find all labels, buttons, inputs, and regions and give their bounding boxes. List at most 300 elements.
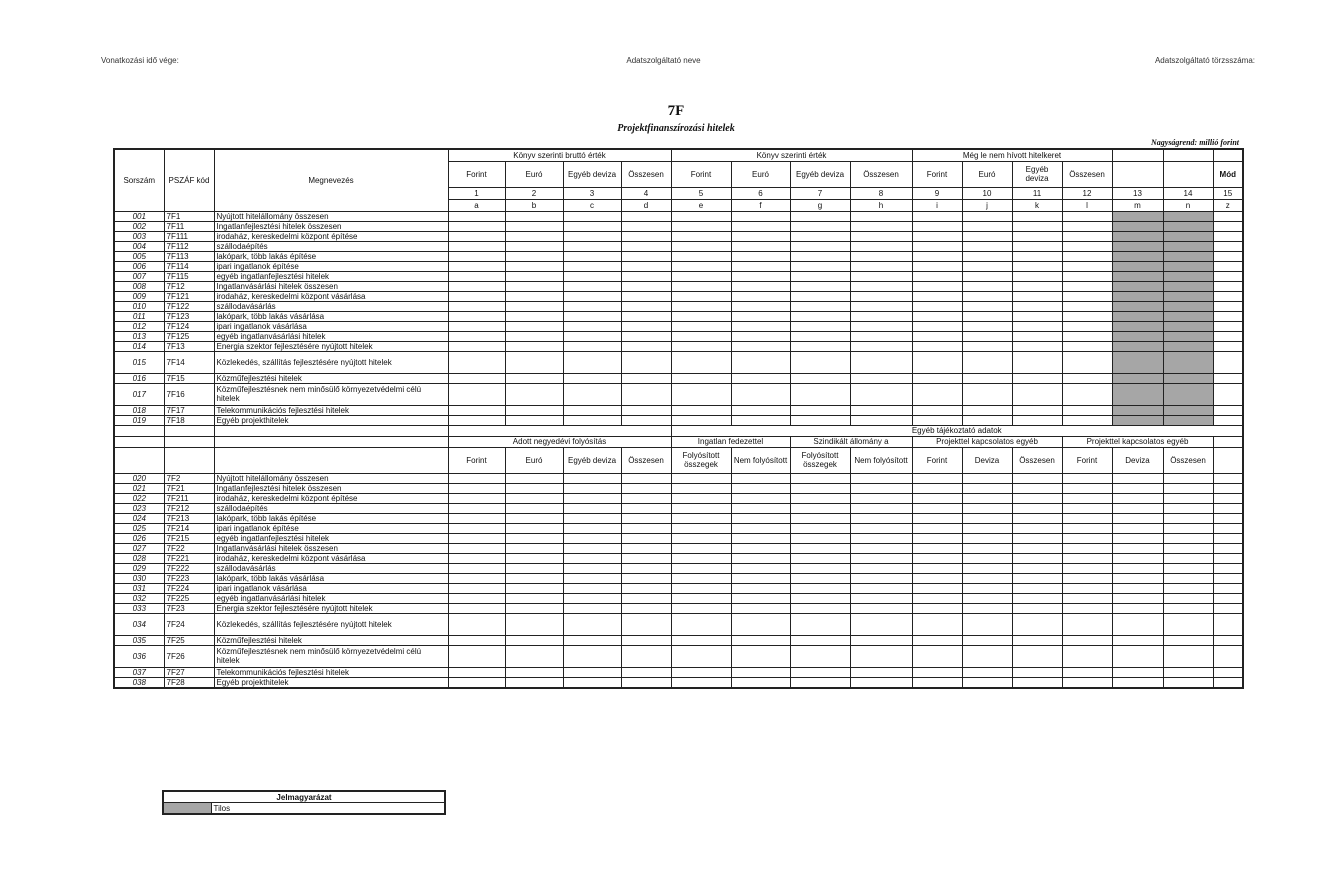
input-cell[interactable] bbox=[563, 261, 621, 271]
input-cell[interactable] bbox=[505, 241, 563, 251]
input-cell[interactable] bbox=[1213, 677, 1243, 688]
input-cell[interactable] bbox=[1012, 231, 1062, 241]
input-cell[interactable] bbox=[962, 291, 1012, 301]
input-cell[interactable] bbox=[962, 405, 1012, 415]
input-cell[interactable] bbox=[1012, 241, 1062, 251]
input-cell[interactable] bbox=[850, 321, 912, 331]
input-cell[interactable] bbox=[912, 523, 962, 533]
input-cell[interactable] bbox=[505, 667, 563, 677]
input-cell[interactable] bbox=[1112, 593, 1163, 603]
input-cell[interactable] bbox=[850, 301, 912, 311]
input-cell[interactable] bbox=[850, 231, 912, 241]
input-cell[interactable] bbox=[505, 543, 563, 553]
input-cell[interactable] bbox=[731, 553, 790, 563]
input-cell[interactable] bbox=[790, 321, 850, 331]
input-cell[interactable] bbox=[962, 667, 1012, 677]
input-cell[interactable] bbox=[1012, 533, 1062, 543]
input-cell[interactable] bbox=[1163, 563, 1213, 573]
input-cell[interactable] bbox=[1213, 231, 1243, 241]
input-cell[interactable] bbox=[1062, 211, 1112, 221]
input-cell[interactable] bbox=[563, 613, 621, 635]
input-cell[interactable] bbox=[563, 383, 621, 405]
input-cell[interactable] bbox=[962, 603, 1012, 613]
input-cell[interactable] bbox=[1012, 553, 1062, 563]
input-cell[interactable] bbox=[850, 211, 912, 221]
input-cell[interactable] bbox=[621, 251, 671, 261]
input-cell[interactable] bbox=[850, 383, 912, 405]
input-cell[interactable] bbox=[850, 483, 912, 493]
input-cell[interactable] bbox=[731, 473, 790, 483]
input-cell[interactable] bbox=[1213, 405, 1243, 415]
input-cell[interactable] bbox=[563, 405, 621, 415]
input-cell[interactable] bbox=[448, 301, 505, 311]
input-cell[interactable] bbox=[962, 635, 1012, 645]
input-cell[interactable] bbox=[850, 583, 912, 593]
input-cell[interactable] bbox=[1112, 563, 1163, 573]
input-cell[interactable] bbox=[671, 533, 731, 543]
input-cell[interactable] bbox=[912, 221, 962, 231]
input-cell[interactable] bbox=[912, 211, 962, 221]
input-cell[interactable] bbox=[1012, 351, 1062, 373]
input-cell[interactable] bbox=[563, 573, 621, 583]
input-cell[interactable] bbox=[790, 667, 850, 677]
input-cell[interactable] bbox=[962, 321, 1012, 331]
input-cell[interactable] bbox=[1163, 583, 1213, 593]
input-cell[interactable] bbox=[850, 241, 912, 251]
input-cell[interactable] bbox=[505, 383, 563, 405]
input-cell[interactable] bbox=[1112, 533, 1163, 543]
input-cell[interactable] bbox=[1213, 291, 1243, 301]
input-cell[interactable] bbox=[671, 583, 731, 593]
input-cell[interactable] bbox=[448, 311, 505, 321]
input-cell[interactable] bbox=[912, 543, 962, 553]
input-cell[interactable] bbox=[790, 281, 850, 291]
input-cell[interactable] bbox=[505, 271, 563, 281]
input-cell[interactable] bbox=[1213, 373, 1243, 383]
input-cell[interactable] bbox=[671, 221, 731, 231]
input-cell[interactable] bbox=[912, 373, 962, 383]
input-cell[interactable] bbox=[671, 331, 731, 341]
input-cell[interactable] bbox=[448, 241, 505, 251]
input-cell[interactable] bbox=[671, 473, 731, 483]
input-cell[interactable] bbox=[912, 341, 962, 351]
input-cell[interactable] bbox=[505, 613, 563, 635]
input-cell[interactable] bbox=[448, 573, 505, 583]
input-cell[interactable] bbox=[505, 221, 563, 231]
input-cell[interactable] bbox=[731, 503, 790, 513]
input-cell[interactable] bbox=[448, 677, 505, 688]
input-cell[interactable] bbox=[505, 573, 563, 583]
input-cell[interactable] bbox=[1012, 321, 1062, 331]
input-cell[interactable] bbox=[621, 231, 671, 241]
input-cell[interactable] bbox=[448, 603, 505, 613]
input-cell[interactable] bbox=[1112, 513, 1163, 523]
input-cell[interactable] bbox=[912, 667, 962, 677]
input-cell[interactable] bbox=[850, 281, 912, 291]
input-cell[interactable] bbox=[671, 231, 731, 241]
input-cell[interactable] bbox=[850, 593, 912, 603]
input-cell[interactable] bbox=[448, 473, 505, 483]
input-cell[interactable] bbox=[1062, 533, 1112, 543]
input-cell[interactable] bbox=[1012, 543, 1062, 553]
input-cell[interactable] bbox=[912, 593, 962, 603]
input-cell[interactable] bbox=[731, 221, 790, 231]
input-cell[interactable] bbox=[790, 503, 850, 513]
input-cell[interactable] bbox=[1213, 331, 1243, 341]
input-cell[interactable] bbox=[1112, 523, 1163, 533]
input-cell[interactable] bbox=[621, 645, 671, 667]
input-cell[interactable] bbox=[731, 603, 790, 613]
input-cell[interactable] bbox=[962, 573, 1012, 583]
input-cell[interactable] bbox=[1213, 351, 1243, 373]
input-cell[interactable] bbox=[671, 251, 731, 261]
input-cell[interactable] bbox=[912, 573, 962, 583]
input-cell[interactable] bbox=[731, 563, 790, 573]
input-cell[interactable] bbox=[621, 573, 671, 583]
input-cell[interactable] bbox=[621, 373, 671, 383]
input-cell[interactable] bbox=[671, 415, 731, 425]
input-cell[interactable] bbox=[671, 667, 731, 677]
input-cell[interactable] bbox=[1062, 321, 1112, 331]
input-cell[interactable] bbox=[1213, 503, 1243, 513]
input-cell[interactable] bbox=[1012, 523, 1062, 533]
input-cell[interactable] bbox=[563, 311, 621, 321]
input-cell[interactable] bbox=[850, 645, 912, 667]
input-cell[interactable] bbox=[1163, 513, 1213, 523]
input-cell[interactable] bbox=[962, 645, 1012, 667]
input-cell[interactable] bbox=[790, 613, 850, 635]
input-cell[interactable] bbox=[448, 533, 505, 543]
input-cell[interactable] bbox=[1062, 613, 1112, 635]
input-cell[interactable] bbox=[912, 261, 962, 271]
input-cell[interactable] bbox=[505, 593, 563, 603]
input-cell[interactable] bbox=[621, 271, 671, 281]
input-cell[interactable] bbox=[563, 583, 621, 593]
input-cell[interactable] bbox=[1062, 221, 1112, 231]
input-cell[interactable] bbox=[448, 373, 505, 383]
input-cell[interactable] bbox=[563, 593, 621, 603]
input-cell[interactable] bbox=[790, 415, 850, 425]
input-cell[interactable] bbox=[1213, 635, 1243, 645]
input-cell[interactable] bbox=[962, 241, 1012, 251]
input-cell[interactable] bbox=[731, 211, 790, 221]
input-cell[interactable] bbox=[731, 513, 790, 523]
input-cell[interactable] bbox=[1163, 483, 1213, 493]
input-cell[interactable] bbox=[912, 603, 962, 613]
input-cell[interactable] bbox=[790, 221, 850, 231]
input-cell[interactable] bbox=[563, 271, 621, 281]
input-cell[interactable] bbox=[731, 251, 790, 261]
input-cell[interactable] bbox=[1012, 593, 1062, 603]
input-cell[interactable] bbox=[912, 383, 962, 405]
input-cell[interactable] bbox=[1062, 563, 1112, 573]
input-cell[interactable] bbox=[962, 271, 1012, 281]
input-cell[interactable] bbox=[850, 635, 912, 645]
input-cell[interactable] bbox=[912, 613, 962, 635]
input-cell[interactable] bbox=[671, 241, 731, 251]
input-cell[interactable] bbox=[448, 321, 505, 331]
input-cell[interactable] bbox=[790, 331, 850, 341]
input-cell[interactable] bbox=[563, 523, 621, 533]
input-cell[interactable] bbox=[790, 645, 850, 667]
input-cell[interactable] bbox=[1213, 341, 1243, 351]
input-cell[interactable] bbox=[1012, 301, 1062, 311]
input-cell[interactable] bbox=[1163, 593, 1213, 603]
input-cell[interactable] bbox=[671, 291, 731, 301]
input-cell[interactable] bbox=[1213, 251, 1243, 261]
input-cell[interactable] bbox=[1062, 667, 1112, 677]
input-cell[interactable] bbox=[1012, 603, 1062, 613]
input-cell[interactable] bbox=[962, 613, 1012, 635]
input-cell[interactable] bbox=[731, 261, 790, 271]
input-cell[interactable] bbox=[731, 543, 790, 553]
input-cell[interactable] bbox=[505, 635, 563, 645]
input-cell[interactable] bbox=[790, 553, 850, 563]
input-cell[interactable] bbox=[505, 493, 563, 503]
input-cell[interactable] bbox=[671, 311, 731, 321]
input-cell[interactable] bbox=[962, 351, 1012, 373]
input-cell[interactable] bbox=[1213, 563, 1243, 573]
input-cell[interactable] bbox=[1062, 261, 1112, 271]
input-cell[interactable] bbox=[563, 563, 621, 573]
input-cell[interactable] bbox=[912, 563, 962, 573]
input-cell[interactable] bbox=[563, 281, 621, 291]
input-cell[interactable] bbox=[850, 543, 912, 553]
input-cell[interactable] bbox=[1112, 635, 1163, 645]
input-cell[interactable] bbox=[448, 261, 505, 271]
input-cell[interactable] bbox=[671, 383, 731, 405]
input-cell[interactable] bbox=[671, 301, 731, 311]
input-cell[interactable] bbox=[790, 383, 850, 405]
input-cell[interactable] bbox=[790, 373, 850, 383]
input-cell[interactable] bbox=[962, 331, 1012, 341]
input-cell[interactable] bbox=[1062, 251, 1112, 261]
input-cell[interactable] bbox=[505, 473, 563, 483]
input-cell[interactable] bbox=[731, 271, 790, 281]
input-cell[interactable] bbox=[790, 211, 850, 221]
input-cell[interactable] bbox=[912, 241, 962, 251]
input-cell[interactable] bbox=[962, 473, 1012, 483]
input-cell[interactable] bbox=[790, 677, 850, 688]
input-cell[interactable] bbox=[1062, 405, 1112, 415]
input-cell[interactable] bbox=[1213, 523, 1243, 533]
input-cell[interactable] bbox=[850, 251, 912, 261]
input-cell[interactable] bbox=[1213, 645, 1243, 667]
input-cell[interactable] bbox=[850, 373, 912, 383]
input-cell[interactable] bbox=[731, 523, 790, 533]
input-cell[interactable] bbox=[1012, 667, 1062, 677]
input-cell[interactable] bbox=[790, 593, 850, 603]
input-cell[interactable] bbox=[563, 373, 621, 383]
input-cell[interactable] bbox=[962, 553, 1012, 563]
input-cell[interactable] bbox=[563, 321, 621, 331]
input-cell[interactable] bbox=[962, 523, 1012, 533]
input-cell[interactable] bbox=[1213, 321, 1243, 331]
input-cell[interactable] bbox=[1213, 221, 1243, 231]
input-cell[interactable] bbox=[621, 301, 671, 311]
input-cell[interactable] bbox=[1112, 553, 1163, 563]
input-cell[interactable] bbox=[448, 251, 505, 261]
input-cell[interactable] bbox=[731, 281, 790, 291]
input-cell[interactable] bbox=[1112, 677, 1163, 688]
input-cell[interactable] bbox=[505, 503, 563, 513]
input-cell[interactable] bbox=[448, 503, 505, 513]
input-cell[interactable] bbox=[448, 583, 505, 593]
input-cell[interactable] bbox=[563, 635, 621, 645]
input-cell[interactable] bbox=[621, 677, 671, 688]
input-cell[interactable] bbox=[621, 603, 671, 613]
input-cell[interactable] bbox=[1062, 513, 1112, 523]
input-cell[interactable] bbox=[621, 291, 671, 301]
input-cell[interactable] bbox=[563, 493, 621, 503]
input-cell[interactable] bbox=[448, 553, 505, 563]
input-cell[interactable] bbox=[1062, 523, 1112, 533]
input-cell[interactable] bbox=[790, 493, 850, 503]
input-cell[interactable] bbox=[1062, 373, 1112, 383]
input-cell[interactable] bbox=[962, 533, 1012, 543]
input-cell[interactable] bbox=[790, 311, 850, 321]
input-cell[interactable] bbox=[621, 261, 671, 271]
input-cell[interactable] bbox=[962, 383, 1012, 405]
input-cell[interactable] bbox=[671, 573, 731, 583]
input-cell[interactable] bbox=[563, 543, 621, 553]
input-cell[interactable] bbox=[1012, 635, 1062, 645]
input-cell[interactable] bbox=[731, 351, 790, 373]
input-cell[interactable] bbox=[962, 513, 1012, 523]
input-cell[interactable] bbox=[790, 261, 850, 271]
input-cell[interactable] bbox=[1012, 415, 1062, 425]
input-cell[interactable] bbox=[912, 271, 962, 281]
input-cell[interactable] bbox=[1062, 383, 1112, 405]
input-cell[interactable] bbox=[448, 543, 505, 553]
input-cell[interactable] bbox=[850, 523, 912, 533]
input-cell[interactable] bbox=[505, 553, 563, 563]
input-cell[interactable] bbox=[790, 635, 850, 645]
input-cell[interactable] bbox=[1163, 613, 1213, 635]
input-cell[interactable] bbox=[1213, 573, 1243, 583]
input-cell[interactable] bbox=[671, 613, 731, 635]
input-cell[interactable] bbox=[962, 583, 1012, 593]
input-cell[interactable] bbox=[731, 231, 790, 241]
input-cell[interactable] bbox=[671, 503, 731, 513]
input-cell[interactable] bbox=[962, 281, 1012, 291]
input-cell[interactable] bbox=[731, 301, 790, 311]
input-cell[interactable] bbox=[448, 211, 505, 221]
input-cell[interactable] bbox=[621, 543, 671, 553]
input-cell[interactable] bbox=[505, 281, 563, 291]
input-cell[interactable] bbox=[790, 473, 850, 483]
input-cell[interactable] bbox=[1062, 281, 1112, 291]
input-cell[interactable] bbox=[1163, 473, 1213, 483]
input-cell[interactable] bbox=[731, 613, 790, 635]
input-cell[interactable] bbox=[671, 483, 731, 493]
input-cell[interactable] bbox=[1213, 613, 1243, 635]
input-cell[interactable] bbox=[563, 291, 621, 301]
input-cell[interactable] bbox=[621, 241, 671, 251]
input-cell[interactable] bbox=[1012, 493, 1062, 503]
input-cell[interactable] bbox=[621, 553, 671, 563]
input-cell[interactable] bbox=[790, 301, 850, 311]
input-cell[interactable] bbox=[912, 331, 962, 341]
input-cell[interactable] bbox=[563, 473, 621, 483]
input-cell[interactable] bbox=[962, 415, 1012, 425]
input-cell[interactable] bbox=[962, 563, 1012, 573]
input-cell[interactable] bbox=[621, 415, 671, 425]
input-cell[interactable] bbox=[850, 667, 912, 677]
input-cell[interactable] bbox=[671, 603, 731, 613]
input-cell[interactable] bbox=[731, 291, 790, 301]
input-cell[interactable] bbox=[912, 483, 962, 493]
input-cell[interactable] bbox=[731, 331, 790, 341]
input-cell[interactable] bbox=[1163, 645, 1213, 667]
input-cell[interactable] bbox=[731, 583, 790, 593]
input-cell[interactable] bbox=[912, 251, 962, 261]
input-cell[interactable] bbox=[731, 573, 790, 583]
input-cell[interactable] bbox=[1213, 483, 1243, 493]
input-cell[interactable] bbox=[505, 513, 563, 523]
input-cell[interactable] bbox=[671, 635, 731, 645]
input-cell[interactable] bbox=[1163, 493, 1213, 503]
input-cell[interactable] bbox=[790, 603, 850, 613]
input-cell[interactable] bbox=[448, 281, 505, 291]
input-cell[interactable] bbox=[1012, 221, 1062, 231]
input-cell[interactable] bbox=[1213, 271, 1243, 281]
input-cell[interactable] bbox=[1062, 553, 1112, 563]
input-cell[interactable] bbox=[1012, 331, 1062, 341]
input-cell[interactable] bbox=[790, 231, 850, 241]
input-cell[interactable] bbox=[850, 533, 912, 543]
input-cell[interactable] bbox=[790, 405, 850, 415]
input-cell[interactable] bbox=[621, 503, 671, 513]
input-cell[interactable] bbox=[1112, 667, 1163, 677]
input-cell[interactable] bbox=[962, 593, 1012, 603]
input-cell[interactable] bbox=[621, 483, 671, 493]
input-cell[interactable] bbox=[912, 301, 962, 311]
input-cell[interactable] bbox=[1012, 503, 1062, 513]
input-cell[interactable] bbox=[1062, 341, 1112, 351]
input-cell[interactable] bbox=[790, 341, 850, 351]
input-cell[interactable] bbox=[621, 383, 671, 405]
input-cell[interactable] bbox=[448, 513, 505, 523]
input-cell[interactable] bbox=[448, 483, 505, 493]
input-cell[interactable] bbox=[1062, 543, 1112, 553]
input-cell[interactable] bbox=[1012, 583, 1062, 593]
input-cell[interactable] bbox=[563, 667, 621, 677]
input-cell[interactable] bbox=[563, 351, 621, 373]
input-cell[interactable] bbox=[790, 543, 850, 553]
input-cell[interactable] bbox=[731, 415, 790, 425]
input-cell[interactable] bbox=[563, 251, 621, 261]
input-cell[interactable] bbox=[912, 677, 962, 688]
input-cell[interactable] bbox=[448, 415, 505, 425]
input-cell[interactable] bbox=[1112, 473, 1163, 483]
input-cell[interactable] bbox=[621, 667, 671, 677]
input-cell[interactable] bbox=[850, 553, 912, 563]
input-cell[interactable] bbox=[790, 291, 850, 301]
input-cell[interactable] bbox=[1163, 603, 1213, 613]
input-cell[interactable] bbox=[1062, 635, 1112, 645]
input-cell[interactable] bbox=[1012, 573, 1062, 583]
input-cell[interactable] bbox=[448, 291, 505, 301]
input-cell[interactable] bbox=[563, 553, 621, 563]
input-cell[interactable] bbox=[1012, 563, 1062, 573]
input-cell[interactable] bbox=[505, 291, 563, 301]
input-cell[interactable] bbox=[962, 261, 1012, 271]
input-cell[interactable] bbox=[505, 405, 563, 415]
input-cell[interactable] bbox=[1213, 493, 1243, 503]
input-cell[interactable] bbox=[448, 563, 505, 573]
input-cell[interactable] bbox=[1163, 503, 1213, 513]
